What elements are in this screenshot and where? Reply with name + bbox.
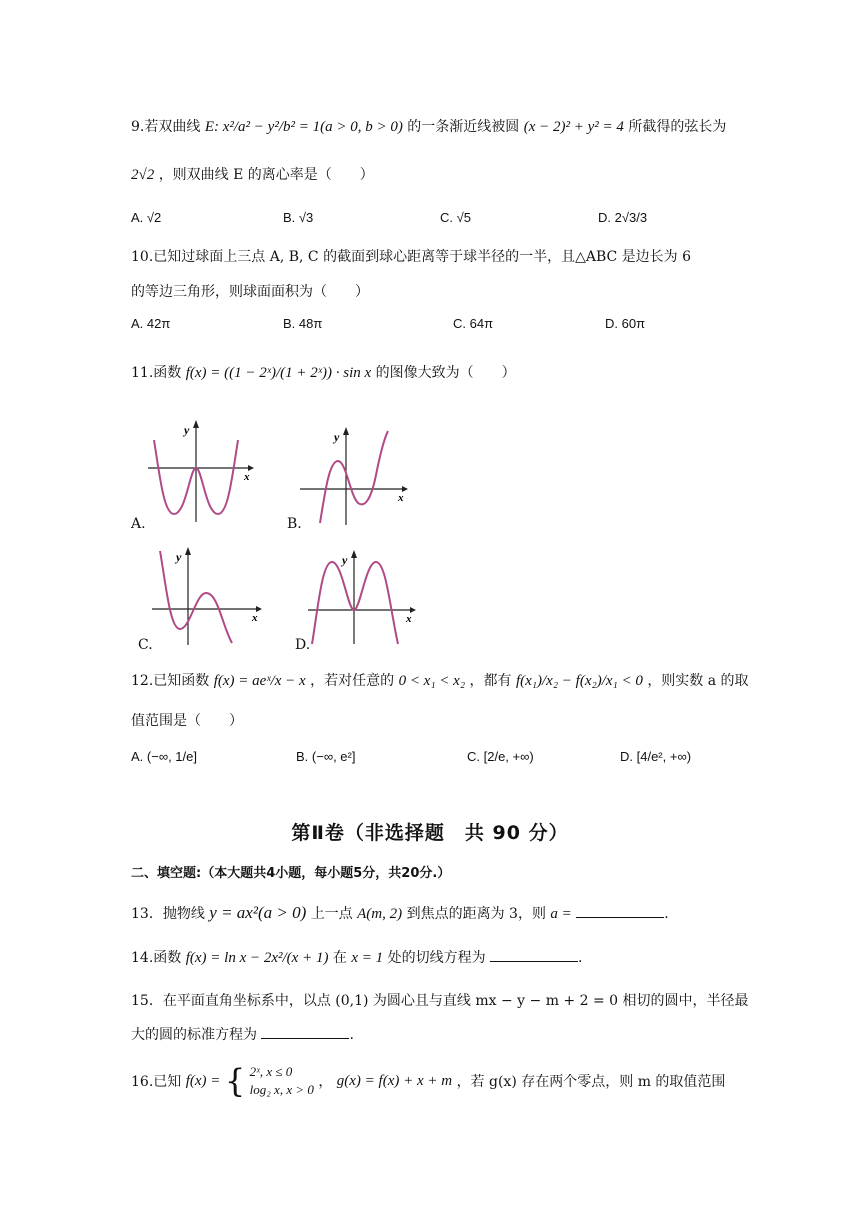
q16-suffix: ，若 g(x) 存在两个零点，则 m 的取值范围 <box>456 1074 726 1090</box>
q16-fx: f(x) = <box>185 1072 221 1089</box>
q11-graph-c <box>148 545 263 650</box>
q9-line2-text: ，则双曲线 E 的离心率是（ ） <box>158 167 374 183</box>
q14-mid: 在 <box>332 950 347 966</box>
q11-graph-a-y-label: y <box>184 423 190 437</box>
q11-graph-d-y-label: y <box>342 553 348 567</box>
q13-answer-blank[interactable] <box>576 903 664 918</box>
q15-answer-blank[interactable] <box>261 1024 349 1039</box>
q14-point: x = 1 <box>351 950 384 966</box>
q16-piecewise <box>250 1063 314 1098</box>
q11-graph-d <box>304 548 419 648</box>
q9-option-b: B. √3 <box>283 210 314 225</box>
q16-brace: { <box>224 1062 246 1100</box>
q9-option-a: A. √2 <box>131 210 162 225</box>
q13-point: A(m, 2) <box>357 906 403 922</box>
q11-graph-b-y-label: y <box>334 430 340 444</box>
q10-line1: 10.已知过球面上三点 A, B, C 的截面到球心距离等于球半径的一半，且△ABC 是边长为 6 <box>131 249 692 265</box>
q9-mid: 的一条渐近线被圆 <box>407 119 520 135</box>
q11-graph-c-label: C. <box>138 637 153 653</box>
q13-mid: 上一点 <box>310 906 353 922</box>
q11-prefix: 11.函数 <box>131 365 182 381</box>
q14-prefix: 14.函数 <box>131 950 182 966</box>
q12-line1 <box>131 670 749 690</box>
q13-line <box>131 903 669 923</box>
q10-line2: 的等边三角形，则球面面积为（ ） <box>131 284 369 300</box>
q9-formula: E: x²/a² − y²/b² = 1(a > 0, b > 0) <box>204 119 403 135</box>
q12-option-a: A. (−∞, 1/e] <box>131 749 197 764</box>
q13-suffix: 到焦点的距离为 3，则 <box>406 906 546 922</box>
q12-formula: f(x) = aeˣ/x − x <box>213 673 306 689</box>
q11-line <box>131 362 516 382</box>
q10-option-d: D. 60π <box>605 316 646 331</box>
q16-gx: g(x) = f(x) + x + m <box>336 1072 453 1089</box>
q14-answer-blank[interactable] <box>490 947 578 962</box>
q11-graph-b-curve <box>320 431 388 523</box>
q11-graph-c-curve <box>160 551 232 643</box>
q10-option-a: A. 42π <box>131 316 171 331</box>
q14-line <box>131 947 583 967</box>
q12-suffix: ，则实数 a 的取 <box>647 673 749 689</box>
q12-inequality: f(x₁)/x₂ − f(x₂)/x₁ < 0 <box>515 673 643 689</box>
q11-graph-a-x-label: x <box>244 471 250 483</box>
q9-option-d: D. 2√3/3 <box>598 210 648 225</box>
q12-option-c: C. [2/e, +∞) <box>467 749 534 764</box>
q14-formula: f(x) = ln x − 2x²/(x + 1) <box>185 950 329 966</box>
q11-graph-c-y-label: y <box>176 550 182 564</box>
q11-graph-d-x-label: x <box>406 613 412 625</box>
q15-line2-text: 大的圆的标准方程为 <box>131 1027 257 1043</box>
q11-graph-a-label: A. <box>131 516 146 532</box>
q16-line <box>131 1062 725 1100</box>
q16-piece-top: 2ˣ, x ≤ 0 <box>249 1064 293 1080</box>
q11-graph-d-label: D. <box>295 637 311 653</box>
q9-chord-value: 2√2 <box>131 167 155 183</box>
q9-line1 <box>131 116 726 136</box>
q11-graph-b-x-label: x <box>398 492 404 504</box>
q12-line2: 值范围是（ ） <box>131 713 243 729</box>
section-title: 第Ⅱ卷（非选择题 共 90 分） <box>291 822 569 844</box>
q9-line2 <box>131 164 374 184</box>
q16-piece-bottom: log₂ x, x > 0 <box>249 1082 314 1097</box>
q11-graph-d-curve <box>312 562 398 644</box>
q10-option-b: B. 48π <box>283 316 323 331</box>
q12-option-b: B. (−∞, e²] <box>296 749 356 764</box>
q10-option-c: C. 64π <box>453 316 494 331</box>
section-subtitle: 二、填空题:（本大题共4小题，每小题5分，共20分.） <box>131 866 451 881</box>
q12-prefix: 12.已知函数 <box>131 673 210 689</box>
q12-condition: 0 < x₁ < x₂ <box>398 673 466 689</box>
q14-suffix: 处的切线方程为 <box>387 950 486 966</box>
q15-line1: 15．在平面直角坐标系中，以点 (0,1) 为圆心且与直线 mx − y − m + 2 = 0 相切的圆中，半径最 <box>131 993 749 1009</box>
q9-option-c: C. √5 <box>440 210 471 225</box>
q11-formula: f(x) = ((1 − 2ˣ)/(1 + 2ˣ)) · sin x <box>185 365 372 381</box>
q11-suffix: 的图像大致为（ ） <box>375 365 516 381</box>
q12-mid1: ，若对任意的 <box>310 673 395 689</box>
q9-circle: (x − 2)² + y² = 4 <box>523 119 624 135</box>
q16-prefix: 16.已知 <box>131 1074 182 1090</box>
q11-graph-a <box>140 418 255 528</box>
q11-graph-c-x-label: x <box>252 612 258 624</box>
q11-graph-b <box>296 425 411 530</box>
q12-mid2: ，都有 <box>469 673 512 689</box>
q12-option-d: D. [4/e², +∞) <box>620 749 692 764</box>
q13-end: . <box>664 906 669 922</box>
q15-line2 <box>131 1024 354 1044</box>
q16-mid: ， <box>318 1074 333 1090</box>
q14-end: . <box>578 950 583 966</box>
q9-prefix: 9.若双曲线 <box>131 119 201 135</box>
q15-end: . <box>349 1027 354 1043</box>
q13-prefix: 13．抛物线 <box>131 906 205 922</box>
q9-suffix: 所截得的弦长为 <box>628 119 727 135</box>
q13-formula: y = ax²(a > 0) <box>209 903 307 922</box>
q11-graph-b-label: B. <box>287 516 302 532</box>
q13-answer-var: a = <box>550 906 572 922</box>
